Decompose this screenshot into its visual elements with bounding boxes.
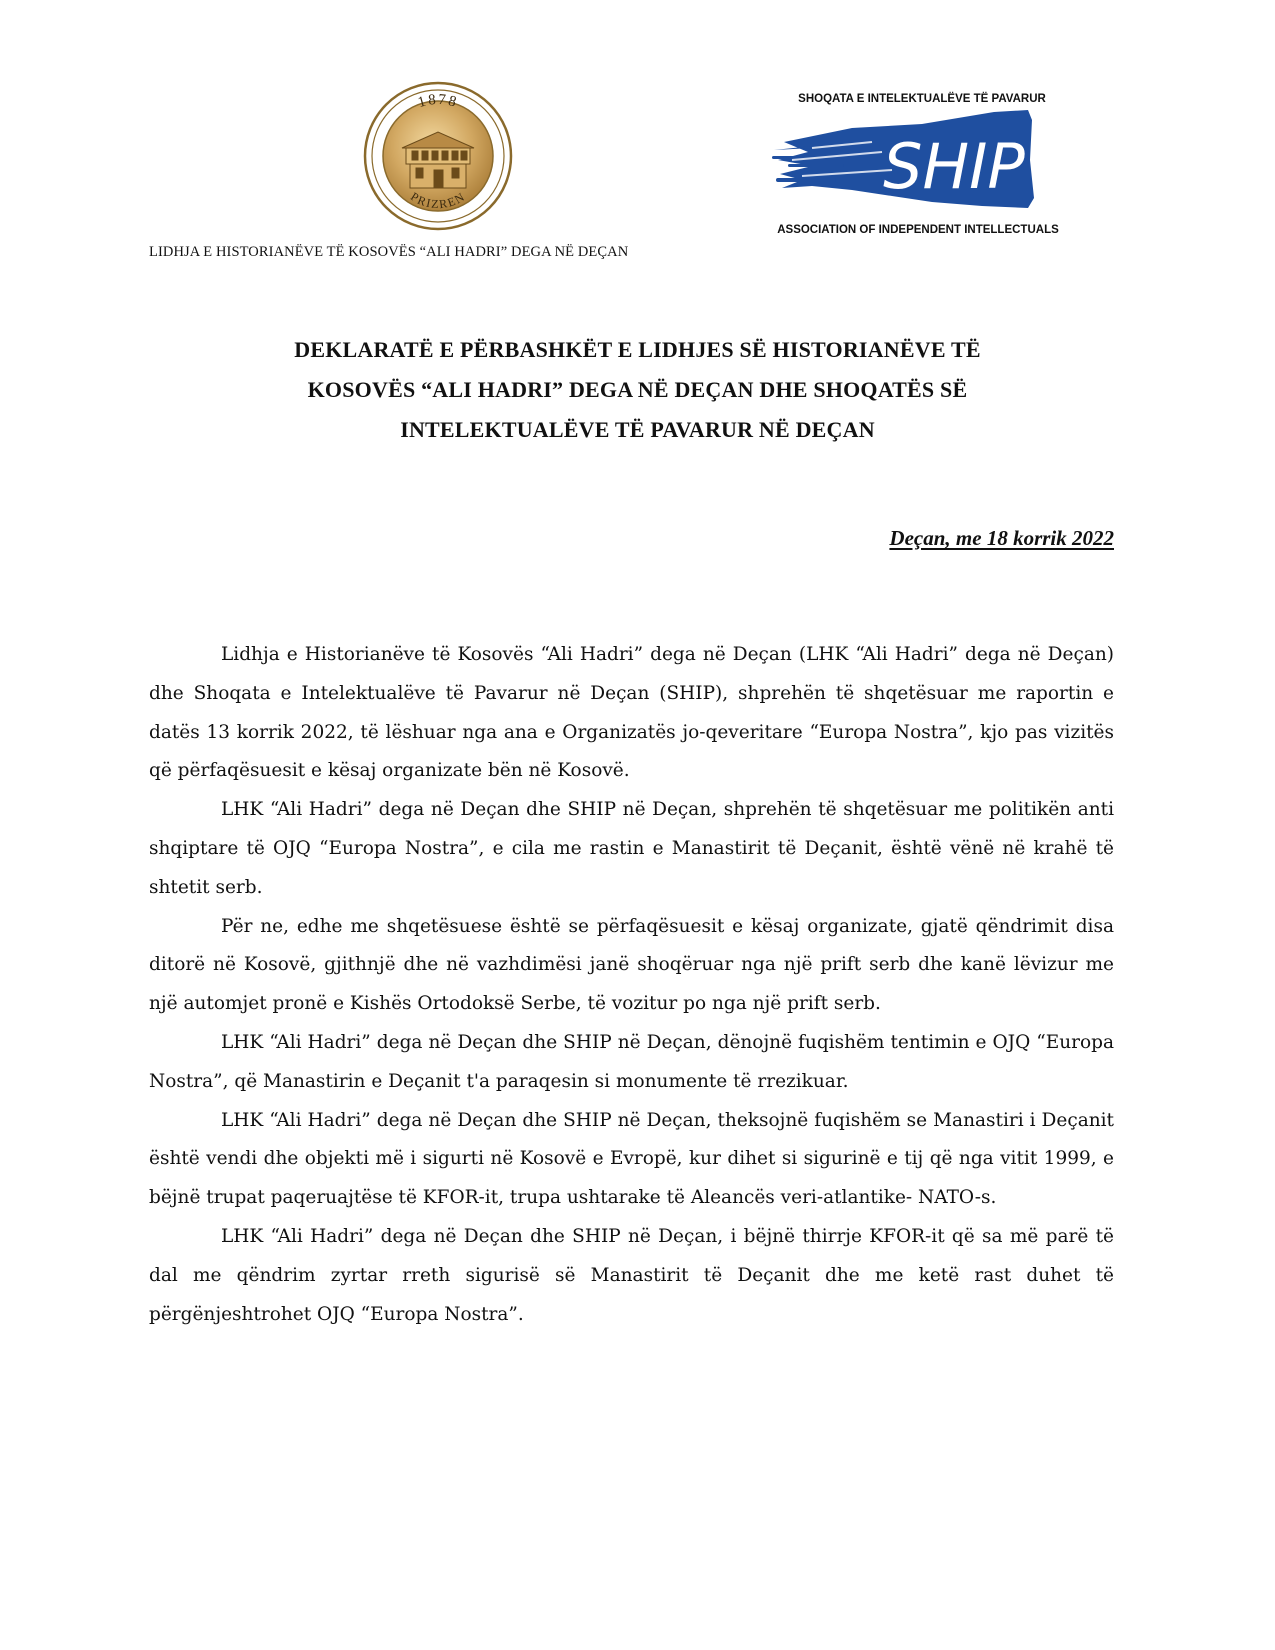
prizren-league-house-seal-icon <box>362 80 514 232</box>
paragraph-3: Për ne, edhe me shqetësuese është se përfaqësuesit e kësaj organizate, gjatë qëndrimit disa ditorë në Kosovë, gjithnjë dhe në vazhdimësi janë shoqëruar nga një prift serb dhe kanë lëvizur me një automjet pronë e Kishës Ortodoksë Serbe, të vozitur po nga një prift serb. <box>149 915 1114 1015</box>
paragraph-6: LHK “Ali Hadri” dega në Deçan dhe SHIP në Deçan, i bëjnë thirrje KFOR-it që sa më parë të dal me qëndrim zyrtar rreth sigurisë së Manastirit të Deçanit dhe me ketë rast duhet të përgënjeshtrohet OJQ “Europa Nostra”. <box>149 1225 1114 1325</box>
ship-top-text: SHOQATA E INTELEKTUALËVE TË PAVARUR <box>798 93 1046 105</box>
lhk-caption: LIDHJA E HISTORIANËVE TË KOSOVËS “ALI HADRI” DEGA NË DEÇAN <box>149 244 629 260</box>
seal-city: PRIZREN <box>408 189 468 212</box>
ship-bottom-text: ASSOCIATION OF INDEPENDENT INTELLECTUALS <box>777 224 1059 236</box>
date-line: Deçan, me 18 korrik 2022 <box>889 526 1114 550</box>
declaration-body <box>149 636 1114 1334</box>
ship-brushstroke-logo-icon <box>772 90 1072 245</box>
paragraph-4: LHK “Ali Hadri” dega në Deçan dhe SHIP në Deçan, dënojnë fuqishëm tentimin e OJQ “Europa Nostra”, që Manastirin e Deçanit t'a paraqesin si monumente të rrezikuar. <box>149 1031 1114 1092</box>
title-line-1: DEKLARATË E PËRBASHKËT E LIDHJES SË HISTORIANËVE TË <box>294 337 981 362</box>
paragraph-1: Lidhja e Historianëve të Kosovës “Ali Hadri” dega në Deçan (LHK “Ali Hadri” dega në Deçan) dhe Shoqata e Intelektualëve të Pavarur në Deçan (SHIP), shprehën të shqetësuar me raportin e datës 13 korrik 2022, të lëshuar nga ana e Organizatës jo-qeveritare “Europa Nostra”, kjo pas vizitës që përfaqësuesit e kësaj organizate bën në Kosovë. <box>149 644 1114 782</box>
ship-brand-text: SHIP <box>883 130 1025 203</box>
title-line-3: INTELEKTUALËVE TË PAVARUR NË DEÇAN <box>400 417 875 442</box>
ship-logo <box>772 90 1072 245</box>
declaration-title <box>170 330 1105 450</box>
paragraph-2: LHK “Ali Hadri” dega në Deçan dhe SHIP në Deçan, shprehën të shqetësuar me politikën anti shqiptare të OJQ “Europa Nostra”, e cila me rastin e Manastirit të Deçanit, është vënë në krahë të shtetit serb. <box>149 799 1114 898</box>
lhk-seal-logo <box>362 80 514 232</box>
title-line-2: KOSOVËS “ALI HADRI” DEGA NË DEÇAN DHE SHOQATËS SË <box>307 377 968 402</box>
seal-year: 1878 <box>416 91 460 112</box>
paragraph-5: LHK “Ali Hadri” dega në Deçan dhe SHIP në Deçan, theksojnë fuqishëm se Manastiri i Deçanit është vendi dhe objekti më i sigurti në Kosovë e Evropë, kur dihet si sigurinë e tij që nga vitit 1999, e bëjnë trupat paqeruajtëse të KFOR-it, trupa ushtarake të Aleancës veri-atlantike- NATO-s. <box>149 1109 1114 1209</box>
